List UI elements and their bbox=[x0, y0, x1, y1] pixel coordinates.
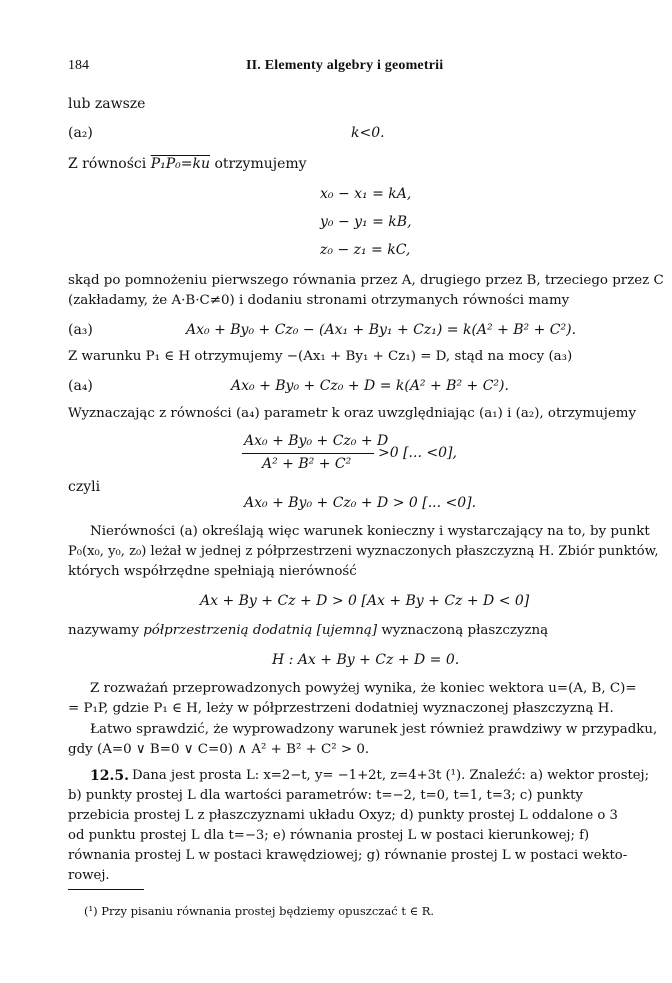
text-line: równania prostej L w postaci krawędziowej; g) równanie prostej L w postaci wekto- bbox=[68, 848, 628, 863]
text-line: skąd po pomnożeniu pierwszego równania przez A, drugiego przez B, trzeciego przez C bbox=[68, 273, 664, 288]
equation: Ax₀ + By₀ + Cz₀ + D = k(A² + B² + C²). bbox=[231, 378, 509, 394]
equation-label: (a₄) bbox=[68, 378, 93, 394]
text-line: Z warunku P₁ ∈ H otrzymujemy −(Ax₁ + By₁ + Cz₁) = D, stąd na mocy (a₃) bbox=[68, 349, 573, 364]
equation: Ax₀ + By₀ + Cz₀ + D > 0 [... <0]. bbox=[244, 495, 477, 511]
text-line: Wyznaczając z równości (a₄) parametr k oraz uwzględniając (a₁) i (a₂), otrzymujemy bbox=[68, 406, 637, 421]
text-line bbox=[68, 155, 307, 173]
fraction-numerator: Ax₀ + By₀ + Cz₀ + D bbox=[244, 433, 389, 449]
text-line: P₀(x₀, y₀, z₀) leżał w jednej z półprzestrzeni wyznaczonych płaszczyzną H. Zbiór punktów, bbox=[68, 544, 659, 559]
text-fragment: nazywamy bbox=[68, 623, 144, 638]
footnote: (¹) Przy pisaniu równania prostej będziemy opuszczać t ∈ R. bbox=[84, 904, 435, 918]
text-line bbox=[68, 622, 548, 640]
equation-label: (a₂) bbox=[68, 125, 93, 141]
text-line: = P₁P, gdzie P₁ ∈ H, leży w półprzestrzeni dodatniej wyznaczonej płaszczyzną H. bbox=[68, 701, 614, 716]
text-line: od punktu prostej L dla t=−3; e) równania prostej L w postaci kierunkowej; f) bbox=[68, 828, 590, 843]
equation: H : Ax + By + Cz + D = 0. bbox=[272, 652, 460, 668]
equation: Ax + By + Cz + D > 0 [Ax + By + Cz + D < 0] bbox=[200, 593, 530, 609]
text-line: Z rozważań przeprowadzonych powyżej wynika, że koniec wektora u=(A, B, C)= bbox=[90, 681, 637, 696]
vector-expression: P₁P₀=ku bbox=[150, 156, 210, 172]
fraction-relation: >0 [... <0], bbox=[378, 445, 457, 461]
text-line: lub zawsze bbox=[68, 96, 146, 112]
text-fragment: wyznaczoną płaszczyzną bbox=[377, 623, 549, 638]
running-title: II. Elementy algebry i geometrii bbox=[246, 58, 444, 73]
text-line: (zakładamy, że A·B·C≠0) i dodaniu stronami otrzymanych równości mamy bbox=[68, 293, 570, 308]
equation: k<0. bbox=[351, 125, 385, 141]
text-fragment: otrzymujemy bbox=[214, 156, 307, 172]
text-line: czyli bbox=[68, 479, 101, 495]
text-line: b) punkty prostej L dla wartości parametrów: t=−2, t=0, t=1, t=3; c) punkty bbox=[68, 788, 583, 803]
fraction-bar bbox=[242, 453, 374, 454]
fraction-denominator: A² + B² + C² bbox=[262, 456, 352, 472]
equation: y₀ − y₁ = kB, bbox=[320, 214, 412, 230]
text-fragment: Z równości bbox=[68, 156, 147, 172]
page-number: 184 bbox=[68, 58, 89, 73]
equation-label: (a₃) bbox=[68, 322, 93, 338]
footnote-rule bbox=[68, 889, 144, 890]
text-line: których współrzędne spełniają nierówność bbox=[68, 564, 357, 579]
text-line: przebicia prostej L z płaszczyznami układu Oxyz; d) punkty prostej L oddalone o 3 bbox=[68, 808, 618, 823]
equation: z₀ − z₁ = kC, bbox=[320, 242, 411, 258]
text-line: gdy (A=0 ∨ B=0 ∨ C=0) ∧ A² + B² + C² > 0. bbox=[68, 742, 370, 757]
term-definition: półprzestrzenią dodatnią [ujemną] bbox=[143, 623, 378, 638]
equation: Ax₀ + By₀ + Cz₀ − (Ax₁ + By₁ + Cz₁) = k(A² + B² + C²). bbox=[186, 322, 577, 338]
exercise-number: 12.5. bbox=[90, 768, 129, 784]
text-line: rowej. bbox=[68, 868, 110, 883]
text-line: Nierówności (a) określają więc warunek konieczny i wystarczający na to, by punkt bbox=[90, 524, 650, 539]
text-line: Łatwo sprawdzić, że wyprowadzony warunek jest również prawdziwy w przypadku, bbox=[90, 722, 658, 737]
equation: x₀ − x₁ = kA, bbox=[320, 186, 412, 202]
text-line: Dana jest prosta L: x=2−t, y= −1+2t, z=4+3t (¹). Znaleźć: a) wektor prostej; bbox=[132, 768, 650, 783]
